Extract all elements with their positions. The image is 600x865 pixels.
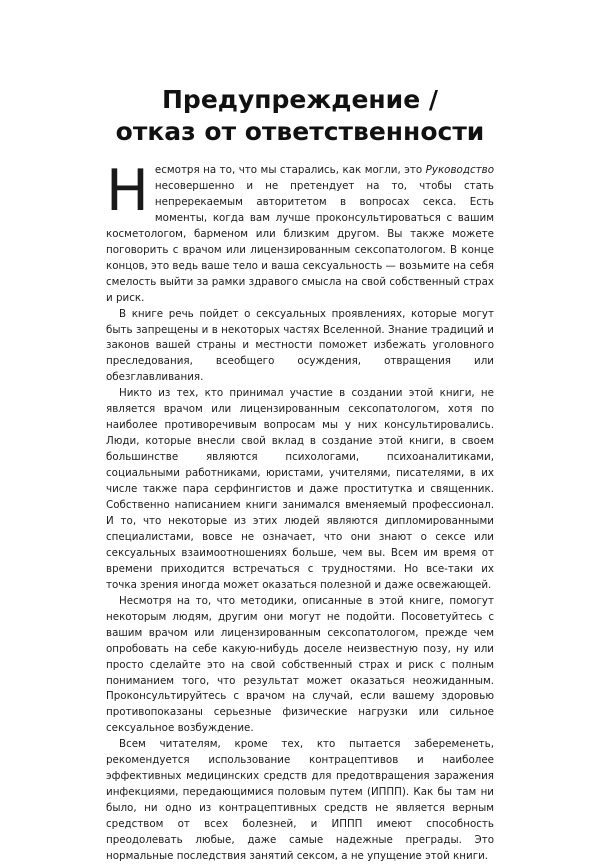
body-text — [106, 158, 494, 865]
paragraph-1 — [106, 158, 494, 307]
page-title — [0, 84, 600, 148]
paragraph-3: Никто из тех, кто принимал участие в создании этой книги, не является врачом или лицензированным сексопатологом, хотя по наиболее противоречивым вопросам мы у них консультировались. Люди, которые внесли свой вклад в создание этой книги, в своем большинстве являются психологами, психоаналитиками, социальными работниками, юристами, учителями, писателями, в их числе также пара серфингистов и даже проститутка и священник. Собственно написанием книги занимался вменяемый профессионал. И то, что некоторые из этих людей являются дипломированными специалистами, вовсе не означает, что они знают о сексе или сексуальных взаимоотношениях больше, чем вы. Всем им время от времени приходится встречаться с трудностями. Но все-таки их точка зрения иногда может оказаться полезной и даже освежающей. — [106, 387, 494, 591]
title-line-2: отказ от ответственности — [115, 117, 485, 146]
title-line-1: Предупреждение / — [162, 85, 438, 114]
paragraph-2: В книге речь пойдет о сексуальных проявлениях, которые могут быть запрещены и в некоторых частях Вселенной. Знание традиций и законов вашей страны и местности поможет избежать уголовного преследования, всеобщего осуждения, отвращения или обезглавливания. — [106, 307, 494, 384]
paragraph-4: Несмотря на то, что методики, описанные в этой книге, помогут некоторым людям, другим они могут не подойти. Посоветуйтесь с вашим врачом или лицензированным сексопатологом, прежде чем опробовать на себе какую-нибудь доселе неизвестную позу, ну или просто сделайте это на свой собственный страх и риск с полным пониманием того, что результат может оказаться неожиданным. Проконсультируйтесь с врачом на случай, если вашему здоровью противопоказаны серьезные физические нагрузки или сильное сексуальное возбуждение. — [106, 594, 494, 735]
paragraph-5: Всем читателям, кроме тех, кто пытается забеременеть, рекомендуется использование контрацептивов и наиболее эффективных медицинских средств для предотвращения заражения инфекциями, передающимися половым путем (ИППП). Как бы там ни было, ни одно из контрацептивных средств не является верным средством от всех болезней, и ИППП имеют способность преодолевать любые, даже самые надежные преграды. Это нормальные последствия занятий сексом, а не упущение этой книги. — [106, 738, 494, 862]
paragraph-1-part-1: есмотря на то, что мы старались, как могли, это — [154, 164, 426, 176]
drop-cap: Н — [106, 158, 149, 224]
book-title-italic: Руководство — [425, 164, 494, 176]
paragraph-1-part-2: несовершенно и не претендует на то, чтобы стать непререкаемым авторитетом в вопросах секса. Есть моменты, когда вам лучше проконсультироваться с вашим косметологом, барменом или близким другом. Вы также можете поговорить с врачом или лицензированным сексопатологом. В конце концов, это ведь ваше тело и ваша сексуальность — возьмите на себя смелость выйти за рамки здравого смысла на свой собственный страх и риск. — [106, 179, 494, 304]
